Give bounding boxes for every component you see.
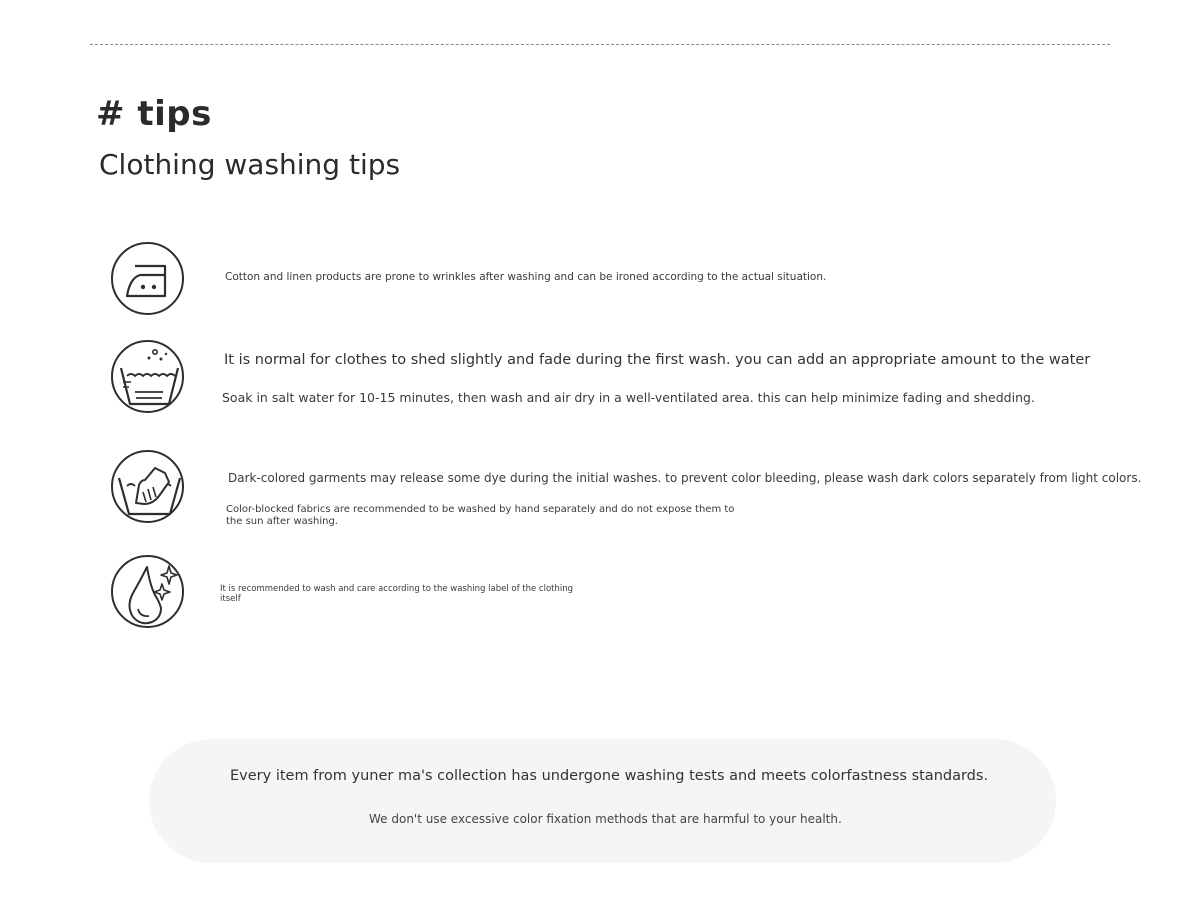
page-subheading: Clothing washing tips xyxy=(99,148,401,181)
banner-line-1: Every item from yuner ma's collection has undergone washing tests and meets colorfastness standards. xyxy=(230,768,989,784)
dashed-divider xyxy=(90,44,1110,45)
hand-wash-icon xyxy=(111,450,184,523)
iron-icon xyxy=(111,242,184,315)
tip-washing-label-text: It is recommended to wash and care according to the washing label of the clothing itself xyxy=(220,584,574,604)
tip-salt-soak-text: Soak in salt water for 10-15 minutes, then wash and air dry in a well-ventilated area. this can help minimize fading and shedding. xyxy=(222,390,1035,405)
water-drop-sparkle-icon xyxy=(111,555,184,628)
colorfastness-banner xyxy=(149,739,1056,863)
tip-color-blocked-text: Color-blocked fabrics are recommended to be washed by hand separately and do not expose them to the sun after washing. xyxy=(226,504,735,527)
tip-ironing-text: Cotton and linen products are prone to wrinkles after washing and can be ironed according to the actual situation. xyxy=(225,271,827,283)
tip-dark-colors-text: Dark-colored garments may release some dye during the initial washes. to prevent color bleeding, please wash dark colors separately from light colors. xyxy=(228,471,1142,485)
page-heading: # tips xyxy=(96,94,212,134)
tip-fading-text: It is normal for clothes to shed slightly and fade during the first wash. you can add an appropriate amount to the water xyxy=(224,352,1091,368)
banner-line-2: We don't use excessive color fixation methods that are harmful to your health. xyxy=(369,812,842,826)
wash-basin-bubbles-icon xyxy=(111,340,184,413)
